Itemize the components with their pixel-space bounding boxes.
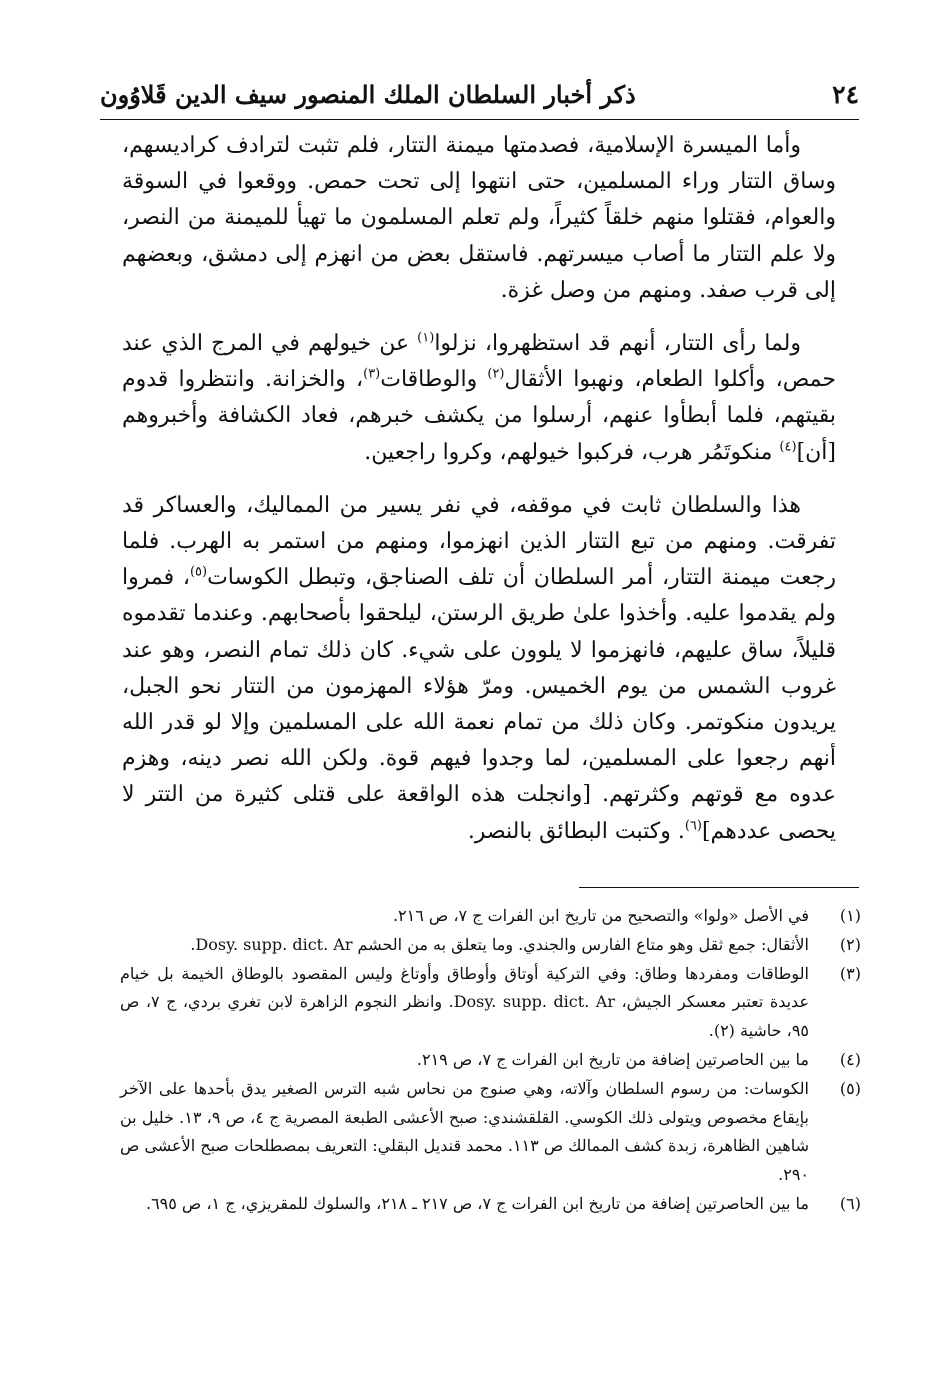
footnote-ref-6[interactable]: (٦) bbox=[684, 818, 702, 834]
footnote-ref-2[interactable]: (٢) bbox=[487, 366, 505, 382]
page-header bbox=[100, 70, 859, 120]
footnote-text: في الأصل «ولوا» والتصحيح من تاريخ ابن الفرات ج ٧، ص ٢١٦. bbox=[392, 906, 809, 925]
footnote-number: (١) bbox=[839, 906, 861, 925]
footnote-number: (٢) bbox=[839, 934, 861, 954]
footnote-number: (٦) bbox=[839, 1193, 861, 1213]
running-title: ذكر أخبار السلطان الملك المنصور سيف الدين قَلاوُون bbox=[100, 80, 636, 109]
footnote-text: ما بين الحاصرتين إضافة من تاريخ ابن الفرات ج ٧، ص ٢١٧ ـ ٢١٨، والسلوك للمقريزي، ج ١، ص ٦٩٥. bbox=[145, 1193, 809, 1213]
footnote-ref-4[interactable]: (٤) bbox=[779, 439, 797, 455]
footnote-ref-1[interactable]: (١) bbox=[417, 330, 435, 346]
paragraph-2-segment: ولما رأى التتار، أنهم قد استظهروا، نزلوا bbox=[434, 331, 801, 357]
footnote-text: الكوسات: من رسوم السلطان وآلاته، وهي صنوج من نحاس شبه الترس الصغير يدق بأحدها على الآخر بإيقاع مخصوص ويتولى ذلك الكوسي. القلقشندي: صبح الأعشى الطبعة المصرية ج ٤، ص ٩، ١٣. خليل بن شاهين الظاهرة، زبدة كشف الممالك ص ١١٣. محمد قنديل البقلي: التعريف بمصطلحات صبح الأعشى ص ٢٩٠. bbox=[120, 1078, 809, 1185]
footnote-item bbox=[120, 1046, 861, 1075]
footnotes-list bbox=[120, 902, 861, 1219]
paragraph-2-segment: منكوتَمُر هرب، فركبوا خيولهم، وكروا راجعين. bbox=[364, 439, 780, 465]
paragraph-2-segment: ، والخزانة. وانتظروا قدوم بقيتهم، فلما أبطأوا عنهم، أرسلوا من يكشف خبرهم، فعاد الكشافة وأخبروهم [أن] bbox=[122, 367, 836, 465]
footnote-item bbox=[120, 1190, 861, 1219]
footnote-number: (٤) bbox=[839, 1049, 861, 1069]
footnote-ref-5[interactable]: (٥) bbox=[189, 564, 208, 580]
footnote-divider bbox=[579, 887, 859, 888]
paragraph-3 bbox=[122, 488, 836, 850]
footnote-text: ما بين الحاصرتين إضافة من تاريخ ابن الفرات ج ٧، ص ٢١٩. bbox=[416, 1049, 809, 1069]
page-number: ٢٤ bbox=[832, 80, 859, 109]
paragraph-2-segment: والوطاقات bbox=[380, 367, 488, 393]
body-text bbox=[122, 128, 836, 867]
paragraph-2 bbox=[122, 326, 836, 471]
footnote-item bbox=[120, 902, 861, 931]
footnote-item bbox=[120, 1075, 861, 1190]
footnote-number: (٥) bbox=[839, 1078, 861, 1098]
paragraph-2-segment: عن خيولهم في المرج الذي عند حمص، وأكلوا الطعام، ونهبوا الأثقال bbox=[122, 331, 836, 393]
paragraph-3-segment: هذا والسلطان ثابت في موقفه، في نفر يسير من المماليك، والعساكر قد تفرقت. ومنهم من تبع التتار الذين انهزموا، ومنهم من استمر به الهرب. فلما رجعت ميمنة التتار، أمر السلطان أن تلف الصناجق، وتبطل الكوسات bbox=[122, 492, 836, 591]
paragraph-1: وأما الميسرة الإسلامية، فصدمتها ميمنة التتار، فلم تثبت لترادف كراديسهم، وساق التتار وراء المسلمين، حتى انتهوا إلى تحت حمص. ووقعوا في السوقة والعوام، فقتلوا منهم خلقاً كثيراً، ولم تعلم المسلمون ما تهيأ للميمنة من النصر، ولا علم التتار ما أصاب ميسرتهم. فاستقل بعض من انهزم إلى دمشق، وبعضهم إلى قرب صفد. ومنهم من وصل غزة. bbox=[122, 133, 836, 303]
footnote-item bbox=[120, 931, 861, 960]
footnote-number: (٣) bbox=[839, 963, 861, 983]
footnote-text: الوطاقات ومفردها وطاق: وفي التركية أوتاق وأوطاق وأوتاغ وليس المقصود بالوطاق الخيمة بل خيام عديدة تعتبر معسكر الجيش، Dosy. supp. dict. Ar. وانظر النجوم الزاهرة لابن تغري بردي، ج ٧، ص ٩٥، حاشية (٢). bbox=[120, 963, 809, 1041]
footnote-text: الأثقال: جمع ثقل وهو متاع الفارس والجندي. وما يتعلق به من الحشم Dosy. supp. dict. Ar. bbox=[190, 934, 809, 954]
footnote-item bbox=[120, 960, 861, 1046]
paragraph-3-segment: ، فمروا ولم يقدموا عليه. وأخذوا علىٰ طريق الرستن، ليلحقوا بأصحابهم. وعندما تقدموه قليلاً، ساق عليهم، فانهزموا لا يلوون على شيء. كان ذلك تمام النصر، وهو عند غروب الشمس من يوم الخميس. ومرّ هؤلاء المهزمون من التتار نحو الجبل، يريدون منكوتمر. وكان ذلك من تمام نعمة الله على المسلمين وإلا لو قدر الله أنهم رجعوا على المسلمين، لما وجدوا فيهم قوة. ولكن الله نصر دينه، وهزم عدوه مع قوتهم وكثرتهم. [وانجلت هذه الواقعة على قتلى كثيرة من التتر لا يحصى عددهم] bbox=[122, 565, 836, 844]
paragraph-3-segment: . وكتبت البطائق بالنصر. bbox=[467, 818, 685, 844]
footnote-ref-3[interactable]: (٣) bbox=[363, 366, 381, 382]
